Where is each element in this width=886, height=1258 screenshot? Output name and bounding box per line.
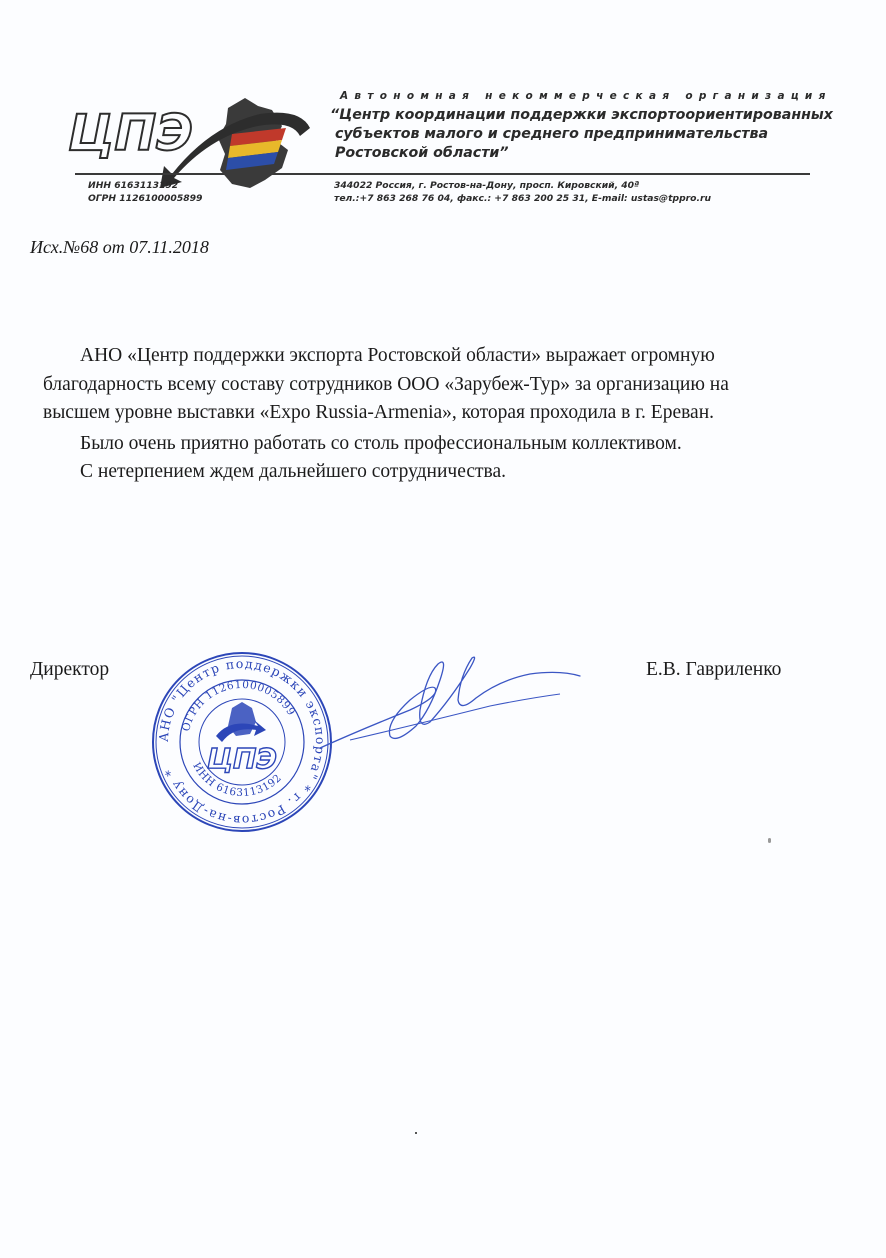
paper-speck [768,838,771,843]
paragraph: АНО «Центр поддержки экспорта Ростовской области» выражает огромную благодарность всему составу сотрудников ООО «Зарубеж-Тур» за организацию на высшем уровне выставки «Expo Russia-Armenia», которая проходила в г. Ереван. [43,345,729,423]
ogrn-text: ОГРН 1126100005899 [88,193,203,204]
letter-body [43,342,788,487]
contacts-text: тел.:+7 863 268 76 04, факс.: +7 863 200 25 31, E-mail: ustas@tppro.ru [334,193,712,204]
paragraph: С нетерпением ждем дальнейшего сотрудничества. [80,461,507,482]
org-name-line: Ростовской области” [335,145,509,161]
document-reference: Исх.№68 от 07.11.2018 [30,237,209,257]
header-divider [75,173,810,175]
signatory-position: Директор [30,659,110,680]
stamp-outer-text: АНО "Центр поддержки экспорта" * г. Ростов-на-Дону * [155,655,329,829]
paper-speck [415,1132,417,1134]
logo-text: ЦПЭ [68,104,193,162]
handwritten-signature [290,640,590,760]
org-type: Автономная некоммерческая организация [340,90,832,102]
org-name-line: “Центр координации поддержки экспортоориентированных [330,107,833,123]
signature-graphic [290,640,590,760]
org-name-line: субъектов малого и среднего предпринимательства [335,126,769,142]
org-name [330,106,833,163]
stamp-logo-text: ЦПЭ [207,742,277,775]
stamp-ogrn-text: ОГРН 1126100005899 [180,678,298,733]
signatory-name: Е.В. Гавриленко [646,659,782,680]
inn-text: ИНН 6163113192 [88,180,179,191]
stamp-inn-text: ИНН 6163113192 [190,760,285,800]
paragraph: Было очень приятно работать со столь профессиональным коллективом. [80,432,682,454]
address-text: 344022 Россия, г. Ростов-на-Дону, просп. Кировский, 40ª [334,180,640,191]
